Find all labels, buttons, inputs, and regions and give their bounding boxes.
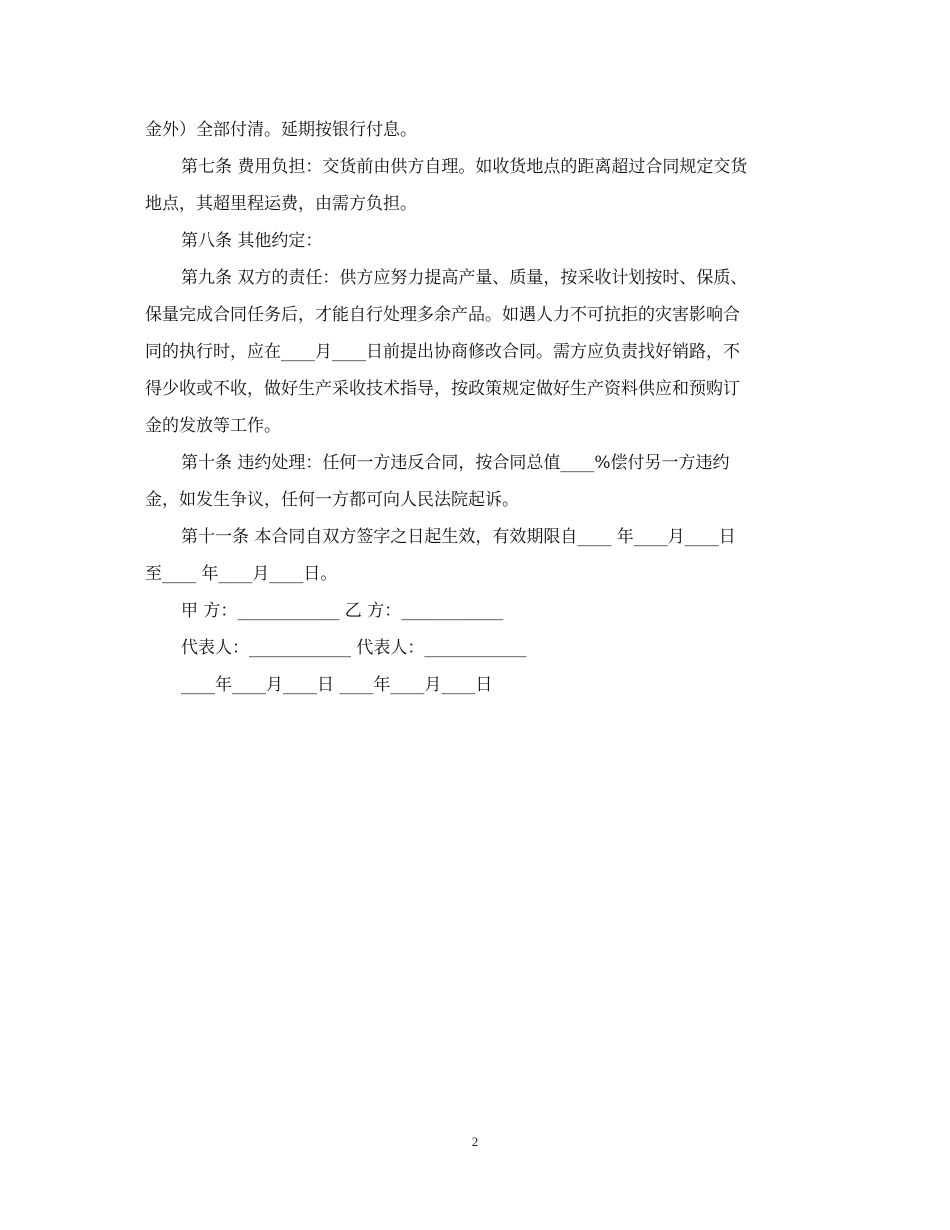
representative-signature-line: 代表人：____________ 代表人：____________ <box>181 638 527 658</box>
paragraph-line: 金的发放等工作。 <box>145 416 281 436</box>
article-11-heading-line: 第十一条 本合同自双方签字之日起生效，有效期限自____ 年____月____日 <box>181 527 736 547</box>
article-9-heading-line: 第九条 双方的责任：供方应努力提高产量、质量，按采收计划按时、保质、 <box>181 268 748 288</box>
paragraph-line: 至____ 年____月____日。 <box>145 564 338 584</box>
paragraph-line: 同的执行时，应在____月____日前提出协商修改合同。需方应负责找好销路，不 <box>145 342 740 362</box>
article-8-line: 第八条 其他约定： <box>181 231 323 251</box>
party-signature-line: 甲 方：____________ 乙 方：____________ <box>181 601 504 621</box>
paragraph-line: 地点，其超里程运费，由需方负担。 <box>145 194 417 214</box>
article-7-heading-line: 第七条 费用负担：交货前由供方自理。如收货地点的距离超过合同规定交货 <box>181 157 748 177</box>
document-body <box>145 112 815 704</box>
paragraph-line: 金，如发生争议，任何一方都可向人民法院起诉。 <box>145 490 519 510</box>
page-number: 2 <box>471 1134 479 1149</box>
paragraph-line: 金外）全部付清。延期按银行付息。 <box>145 120 417 140</box>
paragraph-line: 得少收或不收，做好生产采收技术指导，按政策规定做好生产资料供应和预购订 <box>145 379 740 399</box>
paragraph-line: 保量完成合同任务后，才能自行处理多余产品。如遇人力不可抗拒的灾害影响合 <box>145 305 740 325</box>
article-10-heading-line: 第十条 违约处理：任何一方违反合同，按合同总值____%偿付另一方违约 <box>181 453 730 473</box>
signature-date-line: ____年____月____日 ____年____月____日 <box>181 675 493 695</box>
